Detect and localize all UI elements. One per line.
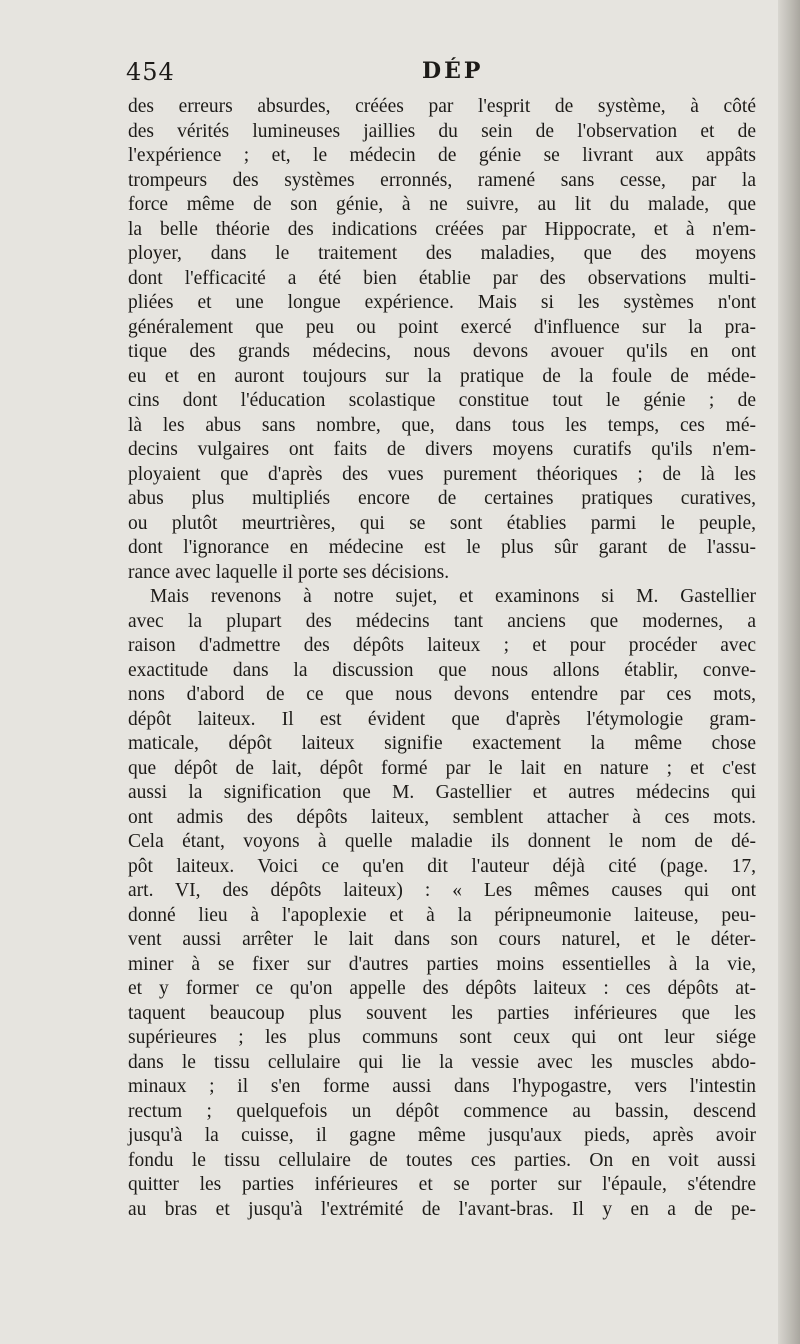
text-line: vent aussi arrêter le lait dans son cours naturel, et le déter- bbox=[128, 929, 756, 950]
text-line: ployer, dans le traitement des maladies, que des moyens bbox=[128, 243, 756, 264]
text-line: eu et en auront toujours sur la pratique de la foule de méde- bbox=[128, 365, 756, 387]
text-line: dépôt laiteux. Il est évident que d'après l'étymologie gram- bbox=[128, 708, 756, 730]
text-line: au bras et jusqu'à l'extrémité de l'avant-bras. Il y en a de pe- bbox=[128, 1198, 756, 1220]
text-line: trompeurs des systèmes erronnés, ramené sans cesse, par la bbox=[128, 169, 756, 191]
page-number: 454 bbox=[126, 58, 175, 86]
text-line: aussi la signification que M. Gastellier et autres médecins qui bbox=[128, 782, 756, 803]
paragraph-first-line: Mais revenons à notre sujet, et examinons si M. Gastellier bbox=[150, 586, 756, 607]
running-head: DÉP bbox=[422, 58, 484, 84]
text-line: art. VI, des dépôts laiteux) : « Les mêmes causes qui ont bbox=[128, 880, 756, 901]
text-line: abus plus multipliés encore de certaines pratiques curatives, bbox=[128, 488, 756, 509]
text-line: decins vulgaires ont faits de divers moyens curatifs qu'ils n'em- bbox=[128, 439, 756, 460]
text-line: donné lieu à l'apoplexie et à la péripneumonie laiteuse, peu- bbox=[128, 904, 756, 926]
text-line: quitter les parties inférieures et se porter sur l'épaule, s'étendre bbox=[128, 1174, 756, 1195]
text-line: ou plutôt meurtrières, qui se sont établies parmi le peuple, bbox=[128, 512, 756, 534]
text-line: raison d'admettre des dépôts laiteux ; et pour procéder avec bbox=[128, 635, 756, 656]
text-line: cins dont l'éducation scolastique constitue tout le génie ; de bbox=[128, 390, 756, 411]
text-line: fondu le tissu cellulaire de toutes ces parties. On en voit aussi bbox=[128, 1149, 756, 1171]
page-header bbox=[126, 58, 756, 94]
text-line: l'expérience ; et, le médecin de génie se livrant aux appâts bbox=[128, 145, 756, 166]
text-line: rectum ; quelquefois un dépôt commence au bassin, descend bbox=[128, 1100, 756, 1122]
text-line: ployaient que d'après des vues purement théoriques ; de là les bbox=[128, 463, 756, 485]
text-line: minaux ; il s'en forme aussi dans l'hypogastre, vers l'intestin bbox=[128, 1076, 756, 1097]
text-line: exactitude dans la discussion que nous allons établir, conve- bbox=[128, 659, 756, 681]
text-line: dont l'ignorance en médecine est le plus sûr garant de l'assu- bbox=[128, 537, 756, 558]
text-line: avec la plupart des médecins tant anciens que modernes, a bbox=[128, 610, 756, 632]
text-line: Cela étant, voyons à quelle maladie ils donnent le nom de dé- bbox=[128, 831, 756, 852]
text-line: la belle théorie des indications créées par Hippocrate, et à n'em- bbox=[128, 218, 756, 240]
page-edge bbox=[778, 0, 800, 1344]
text-line: là les abus sans nombre, que, dans tous les temps, ces mé- bbox=[128, 414, 756, 436]
body-text bbox=[128, 95, 756, 1222]
text-line: tique des grands médecins, nous devons avouer qu'ils en ont bbox=[128, 341, 756, 362]
text-line: supérieures ; les plus communs sont ceux qui ont leur siége bbox=[128, 1027, 756, 1048]
text-line: dans le tissu cellulaire qui lie la vessie avec les muscles abdo- bbox=[128, 1051, 756, 1073]
text-line: des vérités lumineuses jaillies du sein de l'observation et de bbox=[128, 120, 756, 142]
text-line: que dépôt de lait, dépôt formé par le lait en nature ; et c'est bbox=[128, 757, 756, 779]
text-line: pôt laiteux. Voici ce qu'en dit l'auteur déjà cité (page. 17, bbox=[128, 855, 756, 877]
paragraph-last-line: rance avec laquelle il porte ses décisions. bbox=[128, 561, 450, 583]
text-line: ont admis des dépôts laiteux, semblent attacher à ces mots. bbox=[128, 806, 756, 828]
text-line: des erreurs absurdes, créées par l'esprit de système, à côté bbox=[128, 96, 756, 117]
text-line: dont l'efficacité a été bien établie par des observations multi- bbox=[128, 267, 756, 289]
text-line: maticale, dépôt laiteux signifie exactement la même chose bbox=[128, 733, 756, 754]
text-line: force même de son génie, à ne suivre, au lit du malade, que bbox=[128, 194, 756, 215]
text-line: et y former ce qu'on appelle des dépôts laiteux : ces dépôts at- bbox=[128, 978, 756, 999]
text-line: miner à se fixer sur d'autres parties moins essentielles à la vie, bbox=[128, 953, 756, 975]
text-line: généralement que peu ou point exercé d'influence sur la pra- bbox=[128, 316, 756, 338]
text-line: jusqu'à la cuisse, il gagne même jusqu'aux pieds, après avoir bbox=[128, 1125, 756, 1146]
text-line: taquent beaucoup plus souvent les parties inférieures que les bbox=[128, 1002, 756, 1024]
text-line: pliées et une longue expérience. Mais si les systèmes n'ont bbox=[128, 292, 756, 313]
text-line: nons d'abord de ce que nous devons entendre par ces mots, bbox=[128, 684, 756, 705]
